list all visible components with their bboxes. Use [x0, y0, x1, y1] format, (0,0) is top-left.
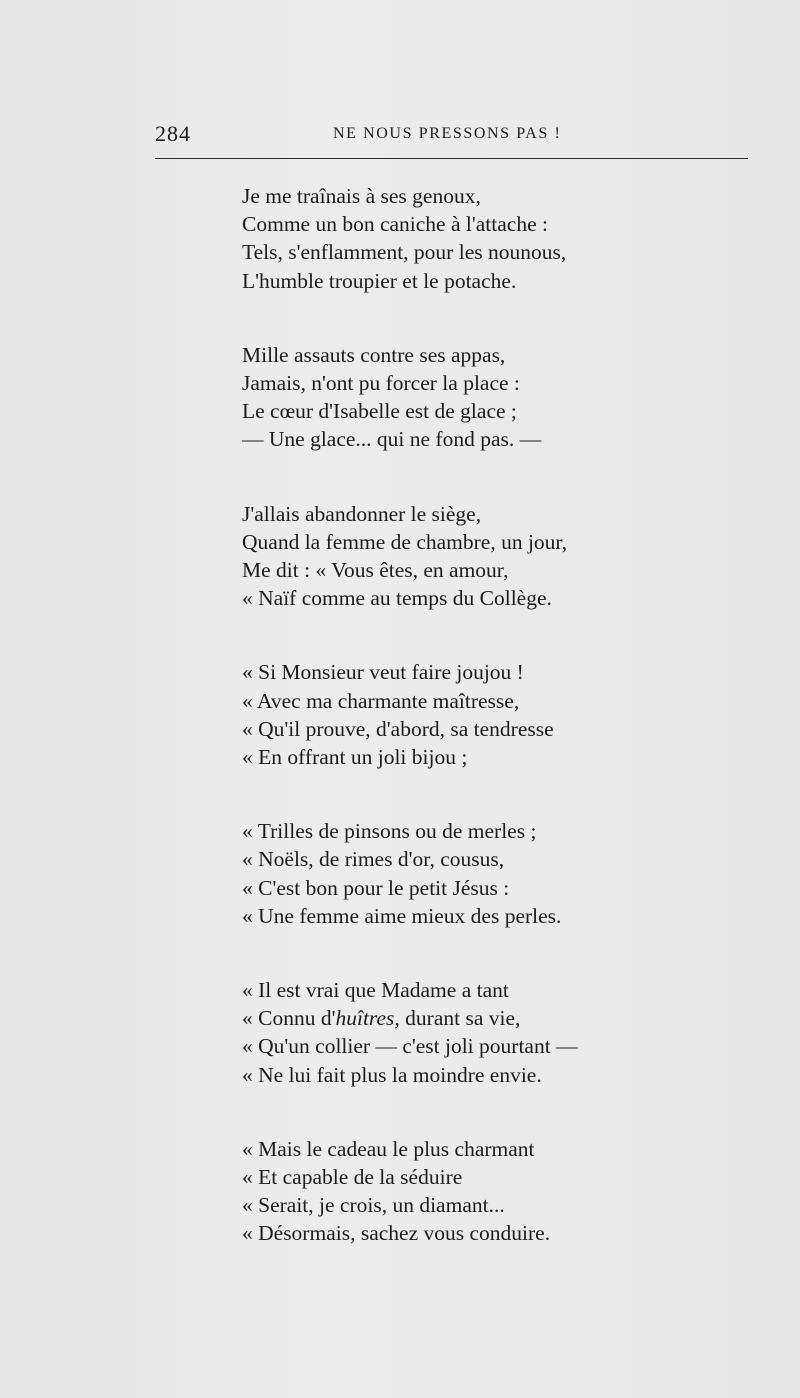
page-number: 284	[155, 121, 191, 146]
verse-line: « Avec ma charmante maîtresse,	[242, 688, 520, 713]
verse-line: Tels, s'enflamment, pour les nounous,	[242, 240, 567, 265]
verse-fragment: « Connu d'	[242, 1006, 336, 1031]
stanza	[242, 817, 642, 930]
verse-line: « Et capable de la séduire	[242, 1165, 463, 1190]
verse-line: Mille assauts contre ses appas,	[242, 342, 506, 367]
verse-line: « Mais le cadeau le plus charmant	[242, 1136, 535, 1161]
stanza	[242, 976, 642, 1089]
stanza	[242, 658, 642, 771]
italic-word: huîtres,	[335, 1006, 400, 1031]
verse-line: J'allais abandonner le siège,	[242, 501, 482, 526]
verse-line: « Noëls, de rimes d'or, cousus,	[242, 847, 505, 872]
verse-line: « Naïf comme au temps du Collège.	[242, 586, 552, 611]
verse-line: « Trilles de pinsons ou de merles ;	[242, 819, 537, 844]
verse-line: « Si Monsieur veut faire joujou !	[242, 660, 524, 685]
verse-line	[242, 1004, 642, 1032]
verse-line: « Il est vrai que Madame a tant	[242, 978, 509, 1003]
verse-line: Le cœur d'Isabelle est de glace ;	[242, 399, 517, 424]
verse-line: « Serait, je crois, un diamant...	[242, 1193, 505, 1218]
page-header	[155, 117, 748, 157]
verse-line: « Qu'un collier — c'est joli pourtant —	[242, 1034, 578, 1059]
verse-line: Je me traînais à ses genoux,	[242, 184, 481, 208]
header-rule	[155, 158, 748, 159]
verse-line: « C'est bon pour le petit Jésus :	[242, 875, 510, 900]
verse-line: L'humble troupier et le potache.	[242, 268, 517, 293]
stanza	[242, 341, 642, 454]
verse-line: « En offrant un joli bijou ;	[242, 745, 468, 770]
stanza	[242, 1135, 642, 1248]
poem	[242, 182, 642, 1294]
verse-line: — Une glace... qui ne fond pas. —	[242, 427, 542, 452]
stanza	[242, 182, 642, 295]
verse-line: Me dit : « Vous êtes, en amour,	[242, 558, 509, 583]
verse-line: « Une femme aime mieux des perles.	[242, 903, 562, 928]
verse-fragment: durant sa vie,	[399, 1006, 521, 1031]
verse-line: « Désormais, sachez vous conduire.	[242, 1221, 551, 1246]
running-title: NE NOUS PRESSONS PAS !	[333, 125, 562, 142]
verse-line: « Ne lui fait plus la moindre envie.	[242, 1062, 542, 1087]
verse-line: Quand la femme de chambre, un jour,	[242, 529, 568, 554]
verse-line: Comme un bon caniche à l'attache :	[242, 212, 548, 237]
verse-line: « Qu'il prouve, d'abord, sa tendresse	[242, 716, 554, 741]
stanza	[242, 500, 642, 613]
verse-line: Jamais, n'ont pu forcer la place :	[242, 371, 520, 396]
